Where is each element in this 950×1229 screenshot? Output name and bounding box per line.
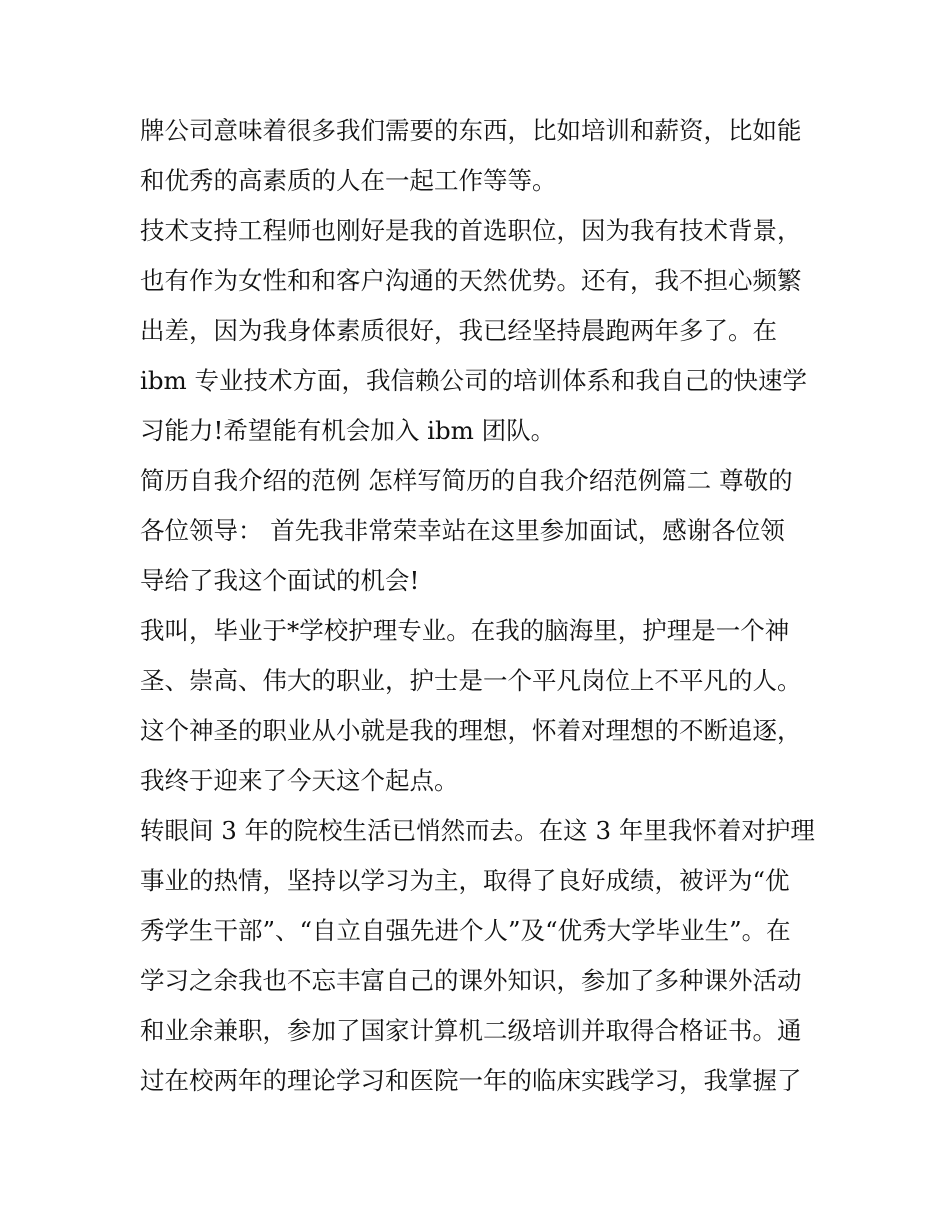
text-line-17: 秀学生干部”、“自立自强先进个人”及“优秀大学毕业生”。在 [140, 916, 791, 945]
text-line-4: 也有作为女性和和客户沟通的天然优势。还有，我不担心频繁 [140, 266, 802, 295]
text-line-5: 出差，因为我身体素质很好，我已经坚持晨跑两年多了。在 [140, 316, 777, 345]
body-text [140, 106, 820, 1106]
text-line-6: ibm 专业技术方面，我信赖公司的培训体系和我自己的快速学 [140, 366, 808, 395]
text-line-16: 事业的热情，坚持以学习为主，取得了良好成绩，被评为“优 [140, 866, 790, 895]
text-line-2: 和优秀的高素质的人在一起工作等等。 [140, 166, 557, 195]
text-line-18: 学习之余我也不忘丰富自己的课外知识，参加了多种课外活动 [140, 966, 802, 995]
text-line-7: 习能力!希望能有机会加入 ibm 团队。 [140, 416, 556, 445]
text-line-13: 这个神圣的职业从小就是我的理想，怀着对理想的不断追逐， [140, 716, 802, 745]
text-line-11: 我叫，毕业于*学校护理专业。在我的脑海里，护理是一个神 [140, 616, 790, 645]
text-line-15: 转眼间 3 年的院校生活已悄然而去。在这 3 年里我怀着对护理 [140, 816, 815, 845]
text-line-9: 各位领导： 首先我非常荣幸站在这里参加面试，感谢各位领 [140, 516, 785, 545]
text-line-19: 和业余兼职，参加了国家计算机二级培训并取得合格证书。通 [140, 1016, 802, 1045]
text-line-3: 技术支持工程师也刚好是我的首选职位，因为我有技术背景， [140, 216, 802, 245]
text-line-20: 过在校两年的理论学习和医院一年的临床实践学习，我掌握了 [140, 1066, 802, 1095]
text-line-8: 简历自我介绍的范例 怎样写简历的自我介绍范例篇二 尊敬的 [140, 466, 793, 495]
text-line-14: 我终于迎来了今天这个起点。 [140, 766, 459, 795]
text-line-1: 牌公司意味着很多我们需要的东西，比如培训和薪资，比如能 [140, 116, 802, 145]
text-line-10: 导给了我这个面试的机会! [140, 566, 420, 595]
text-line-12: 圣、崇高、伟大的职业，护士是一个平凡岗位上不平凡的人。 [140, 666, 802, 695]
